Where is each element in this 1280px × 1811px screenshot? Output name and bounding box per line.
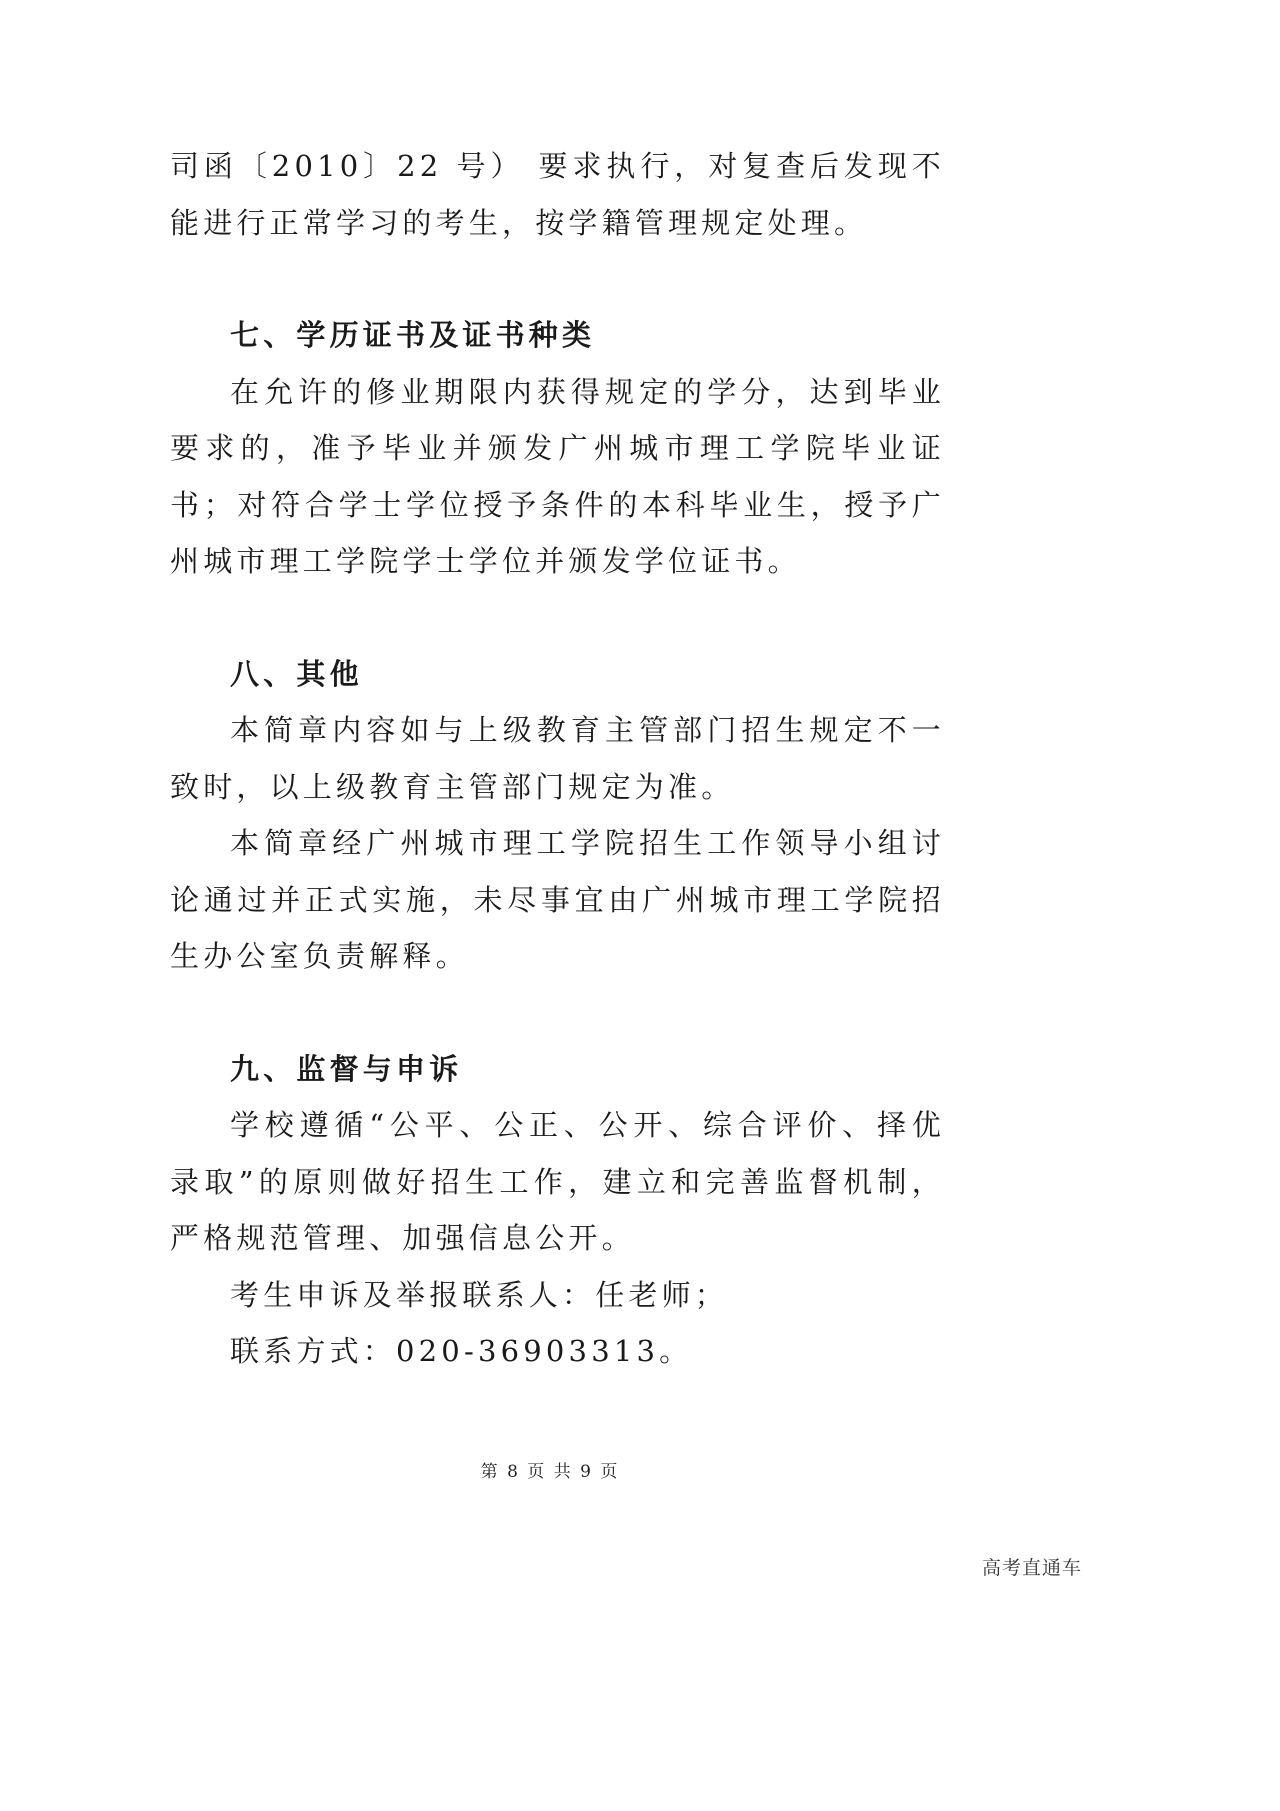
- section-9-paragraph-1: 学校遵循“公平、公正、公开、综合评价、择优录取”的原则做好招生工作，建立和完善监督机制，严格规范管理、加强信息公开。: [170, 1108, 945, 1255]
- continuation-paragraph: 司函〔2010〕22 号） 要求执行，对复查后发现不能进行正常学习的考生，按学籍管理规定处理。: [170, 149, 945, 240]
- section-heading-7: 七、学历证书及证书种类: [230, 318, 596, 352]
- section-9-paragraph-3: 联系方式：020-36903313。: [230, 1334, 693, 1368]
- section-7-paragraph-1: 在允许的修业期限内获得规定的学分，达到毕业要求的，准予毕业并颁发广州城市理工学院毕业证书；对符合学士学位授予条件的本科毕业生，授予广州城市理工学院学士学位并颁发学位证书。: [170, 374, 945, 578]
- section-heading-9: 九、监督与申诉: [230, 1051, 463, 1086]
- section-heading-8: 八、其他: [230, 656, 363, 691]
- section-9-paragraph-2: 考生申诉及举报联系人：任老师；: [230, 1277, 729, 1312]
- section-8-paragraph-1: 本简章内容如与上级教育主管部门招生规定不一致时，以上级教育主管部门规定为准。: [170, 713, 945, 804]
- page-number-footer: 第 8 页 共 9 页: [480, 1462, 620, 1482]
- document-body: [170, 138, 945, 1380]
- section-8-paragraph-2: 本简章经广州城市理工学院招生工作领导小组讨论通过并正式实施，未尽事宜由广州城市理工学院招生办公室负责解释。: [170, 826, 945, 973]
- watermark-text: 高考直通车: [981, 1557, 1082, 1579]
